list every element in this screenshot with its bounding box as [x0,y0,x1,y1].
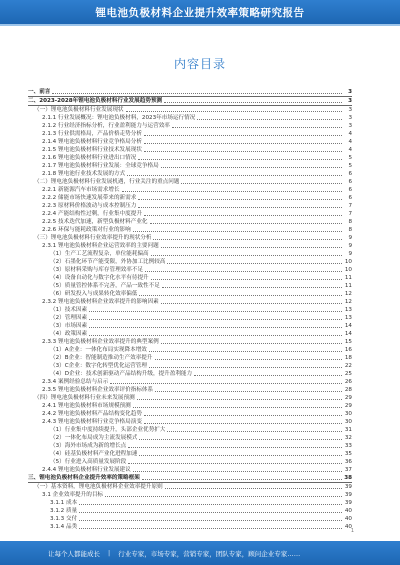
dot-leader [138,199,342,200]
toc-entry-title: （二）锂电池负极材料行业发展机遇，行业关注的重点问题 [34,179,180,185]
dot-leader [79,528,342,529]
toc-entry[interactable] [28,330,352,338]
dot-leader [151,279,342,280]
toc-entry-page: 22 [344,363,352,369]
toc-entry[interactable] [28,466,352,474]
toc-entry-page: 11 [344,275,352,281]
dot-leader [139,295,342,296]
dot-leader [127,175,342,176]
dot-leader [89,311,342,312]
toc-entry-title: 3.1.3 交付 [50,516,78,522]
toc-entry-page: 31 [344,427,352,433]
toc-entry-title: 2.2.2 储能市场快速发展带来的新需求 [42,195,137,201]
dot-leader [89,335,342,336]
toc-entry[interactable] [28,394,352,402]
toc-entry-page: 6 [348,195,352,201]
dot-leader [79,520,342,521]
toc-entry[interactable] [28,234,352,242]
dot-leader [138,159,342,160]
toc-entry-page: 4 [348,139,352,145]
toc-entry-page: 40 [344,524,352,530]
dot-leader [181,183,342,184]
toc-entry[interactable] [28,154,352,162]
toc-entry[interactable] [28,138,352,146]
toc-entry[interactable] [28,354,352,362]
toc-entry[interactable] [28,218,352,226]
toc-entry-page: 5 [348,155,352,161]
toc-entry-title: （4）设备自动化与数字化水平有待提升 [50,275,149,281]
page-number: 1 [350,528,354,534]
dot-leader [172,127,342,128]
toc-entry[interactable] [28,130,352,138]
toc-entry-title: 三、锂电池负极材料企业提升效率的策略框架 [28,475,140,481]
dot-leader [162,287,342,288]
toc-entry-title: 2.2.1 新能源汽车市场需求增长 [42,187,120,193]
toc-entry[interactable] [28,507,352,515]
toc-entry[interactable] [28,386,352,394]
dot-leader [133,471,342,472]
dot-leader [150,223,342,224]
toc-entry-page: 37 [344,467,352,473]
toc-entry[interactable] [28,370,352,378]
toc-entry[interactable] [28,450,352,458]
toc-entry-page: 38 [344,475,352,481]
toc-entry[interactable] [28,170,352,178]
toc-entry-title: 3.1.1 成本 [50,500,78,506]
toc-entry[interactable] [28,178,352,186]
toc-entry-page: 29 [344,403,352,409]
toc-entry-page: 9 [348,251,352,257]
dot-leader [137,399,342,400]
toc-entry-page: 39 [344,492,352,498]
dot-leader [149,367,342,368]
dot-leader [144,215,342,216]
toc-entry-page: 12 [344,299,352,305]
toc-entry-title: （4）政策因素 [50,331,88,337]
toc-entry-page: 35 [344,451,352,457]
dot-leader [161,303,342,304]
toc-entry-page: 14 [344,331,352,337]
dot-leader [155,359,343,360]
toc-entry-title: 2.4.3 锂电池负极材料行业竞争格局演变 [42,419,142,425]
dot-leader [167,431,342,432]
toc-entry-title: （4）D企业：技术创新驱动产品结构升级，提升盈利能力 [50,371,193,377]
toc-entry-page: 30 [344,411,352,417]
toc-entry-page: 11 [344,283,352,289]
toc-entry-page: 15 [344,339,352,345]
toc-entry-title: 2.3.2 锂电池负极材料企业效率提升的影响因素 [42,299,159,305]
toc-entry-title: 3.1.4 品类 [50,524,78,530]
toc-entry[interactable] [28,210,352,218]
dot-leader [153,239,342,240]
toc-entry-title: 2.4.2 锂电池负极材料产品结构变化趋势 [42,411,142,417]
toc-entry-page: 7 [348,203,352,209]
table-of-contents [28,88,352,531]
toc-entry-page: 30 [344,419,352,425]
toc-entry-title: 2.1.7 锂电池负极材料行业发展：全球竞争格局 [42,163,159,169]
dot-leader [139,439,342,440]
dot-leader [155,391,342,392]
toc-entry-title: （5）行业进入高质量发展阶段 [50,459,127,465]
toc-entry-title: （2）一体化布局成为主流发展模式 [50,435,138,441]
toc-entry-title: （1）行业集中度持续提升，头部企业优势扩大 [50,427,166,433]
toc-entry[interactable] [28,402,352,410]
toc-entry[interactable] [28,162,352,170]
toc-entry[interactable] [28,146,352,154]
toc-entry[interactable] [28,523,352,531]
toc-entry[interactable] [28,290,352,298]
toc-entry[interactable] [28,458,352,466]
toc-entry-page: 40 [344,508,352,514]
toc-entry-title: （1）生产工艺流程复杂，单位能耗偏高 [50,251,149,257]
toc-entry-title: 二、2023-2028年锂电池负极材料行业发展趋势预测 [28,98,163,104]
toc-entry[interactable] [28,250,352,258]
toc-entry-page: 10 [344,259,352,265]
dot-leader [165,488,342,489]
toc-entry-page: 6 [348,171,352,177]
toc-entry-title: 2.1.2 行业经济指标分析，行业盈利能力与运营效率 [42,123,170,129]
toc-entry[interactable] [28,258,352,266]
toc-entry-page: 10 [344,267,352,273]
toc-entry[interactable] [28,418,352,426]
toc-entry-title: 2.4.4 锂电池负极材料行业发展建议 [42,467,131,473]
toc-entry-page: 3 [348,123,352,129]
toc-entry-page: 25 [344,371,352,377]
toc-entry-page: 32 [344,435,352,441]
toc-entry-page: 39 [344,484,352,490]
toc-entry[interactable] [28,242,352,250]
toc-entry-title: （1）A企业：一体化布局实现降本增效 [50,347,147,353]
toc-entry[interactable] [28,338,352,346]
toc-entry-page: 26 [344,379,352,385]
toc-entry-title: （3）C企业：数字化转型优化运营管理 [50,363,147,369]
toc-entry-title: 2.2.6 环保与能耗政策对行业的影响 [42,227,131,233]
toc-entry-title: 一、前言 [28,89,51,95]
toc-entry-page: 8 [348,227,352,233]
dot-leader [161,343,342,344]
dot-leader [167,263,342,264]
toc-entry[interactable] [28,362,352,370]
toc-entry[interactable] [28,194,352,202]
toc-entry[interactable] [28,122,352,130]
toc-entry[interactable] [28,226,352,234]
dot-leader [197,119,342,120]
dot-leader [89,327,342,328]
toc-entry[interactable] [28,499,352,507]
report-header [0,0,400,26]
dot-leader [144,151,342,152]
footer-separator: | [108,549,111,557]
toc-entry-page: 4 [348,147,352,153]
dot-leader [133,407,342,408]
toc-entry-page: 6 [348,187,352,193]
toc-entry-page: 3 [348,89,352,95]
toc-entry-title: 3.1 企业效率提升的目标 [42,492,104,498]
toc-entry-page: 36 [344,459,352,465]
toc-entry[interactable] [28,426,352,434]
toc-entry-page: 3 [348,107,352,113]
toc-entry-title: 2.1.3 行业供需格局，产品价格走势分析 [42,131,142,137]
toc-entry[interactable] [28,106,352,114]
dot-leader [194,375,342,376]
toc-entry-title: 2.4.1 锂电池负极材料市场规模预测 [42,403,131,409]
toc-entry-page: 9 [348,243,352,249]
dot-leader [161,247,342,248]
toc-entry-title: （3）原材料采购与库存管理效率不足 [50,267,144,273]
toc-entry-title: 2.1.4 锂电池负极材料行业竞争格局分析 [42,139,142,145]
toc-entry[interactable] [28,322,352,330]
toc-entry[interactable] [28,186,352,194]
toc-entry-page: 18 [344,355,352,361]
dot-leader [128,447,342,448]
toc-entry-title: （三）锂电池负极材料行业效率提升的现状分析 [34,235,152,241]
toc-entry-page: 29 [344,395,352,401]
toc-entry[interactable] [28,483,352,491]
toc-entry-title: 2.3.5 锂电池负极材料企业效率评价指标体系 [42,387,154,393]
toc-entry-title: 2.2.3 原材料价格波动与成本控制压力 [42,203,137,209]
toc-entry-title: 2.3.1 锂电池负极材料企业运营效率的主要问题 [42,243,159,249]
toc-entry-title: 2.1.8 锂电池行业技术发展的方式 [42,171,126,177]
toc-entry-page: 28 [344,387,352,393]
toc-entry[interactable] [28,515,352,523]
dot-leader [144,423,342,424]
toc-entry[interactable] [28,306,352,314]
dot-leader [122,191,342,192]
toc-entry-page: 5 [348,163,352,169]
toc-entry-title: （2）B企业：智能制造推动生产效率提升 [50,355,153,361]
dot-leader [133,231,342,232]
dot-leader [79,512,342,513]
toc-entry[interactable] [28,442,352,450]
toc-entry-title: （2）管理因素 [50,315,88,321]
toc-entry-page: 3 [348,115,352,121]
dot-leader [105,496,342,497]
dot-leader [139,455,342,456]
toc-entry[interactable] [28,298,352,306]
toc-entry-title: （3）市场因素 [50,323,88,329]
toc-entry[interactable] [28,97,352,106]
toc-entry[interactable] [28,266,352,274]
toc-entry-title: 2.3.3 锂电池负极材料企业效率提升的典型案例 [42,339,159,345]
toc-entry-page: 39 [344,500,352,506]
dot-leader [89,319,342,320]
dot-leader [138,207,342,208]
toc-heading: 内容目录 [173,57,226,71]
dot-leader [144,143,342,144]
toc-entry[interactable] [28,88,352,97]
toc-entry-title: （一）基本资料，锂电池负极材料企业效率提升原则 [34,484,163,490]
toc-entry[interactable] [28,378,352,386]
toc-entry[interactable] [28,410,352,418]
toc-entry[interactable] [28,346,352,354]
dot-leader [128,463,342,464]
toc-entry-title: 2.1.6 锂电池负极材料行业进出口情况 [42,155,137,161]
dot-leader [164,102,342,103]
toc-entry-title: （5）质量管控体系不完善，产品一致性不足 [50,283,160,289]
toc-entry-page: 16 [344,347,352,353]
toc-entry-title: 2.1.1 行业发展概况：锂电池负极材料，2023年市场运行情况 [42,115,196,121]
toc-entry-page: 13 [344,315,352,321]
toc-entry[interactable] [28,314,352,322]
toc-entry[interactable] [28,434,352,442]
toc-entry-title: （2）石墨化环节产能受限，外协加工比例较高 [50,259,166,265]
toc-entry-title: （4）硅基负极材料产业化进程加速 [50,451,138,457]
dot-leader [149,351,342,352]
toc-entry[interactable] [28,202,352,210]
toc-entry-page: 12 [344,291,352,297]
toc-entry-page: 40 [344,516,352,522]
toc-entry-title: 2.3.4 案例经验总结与启示 [42,379,109,385]
dot-leader [52,93,342,94]
footer-slogan: 让每个人都能成长 [48,549,100,558]
dot-leader [142,479,342,480]
toc-entry-title: （四）锂电池负极材料行业未来发展预测 [34,395,135,401]
toc-entry-page: 13 [344,307,352,313]
toc-entry-title: （3）海外市场成为新的增长点 [50,443,127,449]
dot-leader [151,255,342,256]
dot-leader [126,111,342,112]
toc-entry-title: 2.1.5 锂电池负极材料行业技术发展现状 [42,147,142,153]
toc-entry-page: 4 [348,131,352,137]
dot-leader [144,415,342,416]
toc-entry-title: 2.2.4 产能结构性过剩，行业集中度提升 [42,211,142,217]
toc-entry-page: 7 [348,211,352,217]
dot-leader [145,271,342,272]
toc-entry-page: 14 [344,323,352,329]
footer-tagline: 行业专家，市场专家，营销专家，团队专家，顾问企业专家…… [118,549,301,558]
toc-entry-page: 8 [348,219,352,225]
toc-entry-page: 6 [348,179,352,185]
toc-entry[interactable] [28,114,352,122]
dot-leader [144,135,342,136]
toc-entry[interactable] [28,282,352,290]
dot-leader [110,383,342,384]
toc-entry-page: 33 [344,443,352,449]
report-title: 锂电池负极材料企业提升效率策略研究报告 [95,6,305,19]
toc-entry-title: （一）锂电池负极材料行业发展现状 [34,107,124,113]
dot-leader [79,504,342,505]
report-footer [0,541,400,565]
toc-entry-page: 3 [348,98,352,104]
toc-entry-title: （1）技术因素 [50,307,88,313]
toc-entry-page: 9 [348,235,352,241]
toc-entry-title: 2.2.5 技术迭代加速，新型负极材料产业化 [42,219,148,225]
toc-entry[interactable] [28,474,352,483]
toc-entry[interactable] [28,491,352,499]
toc-entry-title: 3.1.2 质量 [50,508,78,514]
toc-entry-title: （6）研发投入与成果转化效率偏低 [50,291,138,297]
dot-leader [161,167,342,168]
toc-entry[interactable] [28,274,352,282]
